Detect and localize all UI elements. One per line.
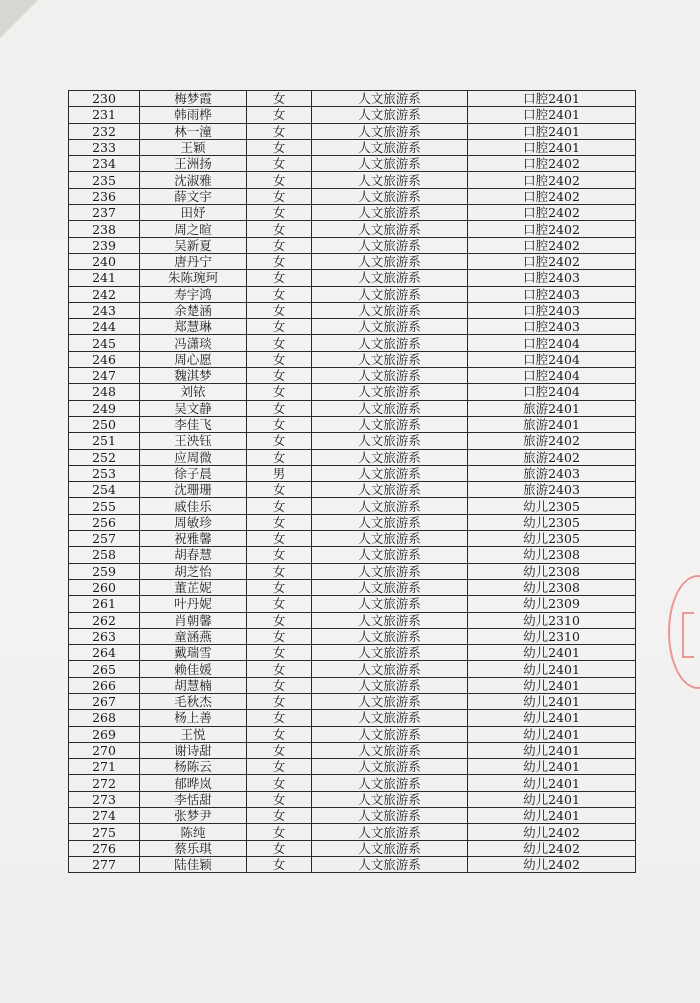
- student-name-cell: 李恬甜: [140, 791, 247, 807]
- class-cell: 幼儿2305: [468, 531, 636, 547]
- class-cell: 旅游2403: [468, 482, 636, 498]
- student-name-cell: 王悦: [140, 726, 247, 742]
- class-cell: 口腔2403: [468, 302, 636, 318]
- student-name-cell: 徐子晨: [140, 465, 247, 481]
- row-number-cell: 277: [69, 856, 140, 872]
- gender-cell: 女: [247, 661, 312, 677]
- student-roster-table: [68, 90, 636, 873]
- department-cell: 人文旅游系: [312, 172, 468, 188]
- class-cell: 口腔2402: [468, 221, 636, 237]
- table-row: [69, 286, 636, 302]
- student-name-cell: 周心愿: [140, 351, 247, 367]
- table-row: [69, 107, 636, 123]
- table-row: [69, 775, 636, 791]
- department-cell: 人文旅游系: [312, 596, 468, 612]
- gender-cell: 女: [247, 840, 312, 856]
- gender-cell: 女: [247, 400, 312, 416]
- row-number-cell: 252: [69, 449, 140, 465]
- table-row: [69, 840, 636, 856]
- student-name-cell: 唐丹宁: [140, 253, 247, 269]
- row-number-cell: 260: [69, 579, 140, 595]
- department-cell: 人文旅游系: [312, 237, 468, 253]
- class-cell: 幼儿2305: [468, 498, 636, 514]
- row-number-cell: 246: [69, 351, 140, 367]
- gender-cell: 男: [247, 465, 312, 481]
- department-cell: 人文旅游系: [312, 319, 468, 335]
- student-name-cell: 沈珊珊: [140, 482, 247, 498]
- student-name-cell: 陆佳颖: [140, 856, 247, 872]
- department-cell: 人文旅游系: [312, 465, 468, 481]
- department-cell: 人文旅游系: [312, 759, 468, 775]
- row-number-cell: 273: [69, 791, 140, 807]
- class-cell: 幼儿2309: [468, 596, 636, 612]
- table-row: [69, 677, 636, 693]
- department-cell: 人文旅游系: [312, 677, 468, 693]
- student-name-cell: 陈纯: [140, 824, 247, 840]
- student-name-cell: 朱陈琬珂: [140, 270, 247, 286]
- row-number-cell: 274: [69, 808, 140, 824]
- row-number-cell: 243: [69, 302, 140, 318]
- gender-cell: 女: [247, 107, 312, 123]
- table-row: [69, 302, 636, 318]
- department-cell: 人文旅游系: [312, 742, 468, 758]
- class-cell: 幼儿2401: [468, 677, 636, 693]
- table-row: [69, 791, 636, 807]
- table-row: [69, 482, 636, 498]
- department-cell: 人文旅游系: [312, 645, 468, 661]
- department-cell: 人文旅游系: [312, 547, 468, 563]
- gender-cell: 女: [247, 808, 312, 824]
- class-cell: 口腔2402: [468, 205, 636, 221]
- class-cell: 幼儿2402: [468, 856, 636, 872]
- table-row: [69, 384, 636, 400]
- row-number-cell: 248: [69, 384, 140, 400]
- department-cell: 人文旅游系: [312, 791, 468, 807]
- class-cell: 幼儿2401: [468, 775, 636, 791]
- row-number-cell: 234: [69, 156, 140, 172]
- class-cell: 幼儿2401: [468, 759, 636, 775]
- class-cell: 口腔2404: [468, 368, 636, 384]
- row-number-cell: 247: [69, 368, 140, 384]
- student-name-cell: 薛文宇: [140, 188, 247, 204]
- row-number-cell: 241: [69, 270, 140, 286]
- table-row: [69, 856, 636, 872]
- student-name-cell: 林一潼: [140, 123, 247, 139]
- table-row: [69, 759, 636, 775]
- department-cell: 人文旅游系: [312, 661, 468, 677]
- department-cell: 人文旅游系: [312, 498, 468, 514]
- table-row: [69, 824, 636, 840]
- row-number-cell: 270: [69, 742, 140, 758]
- gender-cell: 女: [247, 368, 312, 384]
- class-cell: 旅游2402: [468, 449, 636, 465]
- class-cell: 口腔2402: [468, 172, 636, 188]
- department-cell: 人文旅游系: [312, 205, 468, 221]
- row-number-cell: 245: [69, 335, 140, 351]
- student-name-cell: 蔡乐琪: [140, 840, 247, 856]
- gender-cell: 女: [247, 645, 312, 661]
- gender-cell: 女: [247, 335, 312, 351]
- department-cell: 人文旅游系: [312, 400, 468, 416]
- table-row: [69, 400, 636, 416]
- department-cell: 人文旅游系: [312, 563, 468, 579]
- gender-cell: 女: [247, 123, 312, 139]
- student-name-cell: 戚佳乐: [140, 498, 247, 514]
- row-number-cell: 263: [69, 628, 140, 644]
- student-name-cell: 吴新夏: [140, 237, 247, 253]
- gender-cell: 女: [247, 579, 312, 595]
- row-number-cell: 266: [69, 677, 140, 693]
- gender-cell: 女: [247, 693, 312, 709]
- gender-cell: 女: [247, 139, 312, 155]
- department-cell: 人文旅游系: [312, 91, 468, 107]
- student-name-cell: 沈淑雅: [140, 172, 247, 188]
- table-row: [69, 449, 636, 465]
- table-row: [69, 221, 636, 237]
- student-name-cell: 张梦尹: [140, 808, 247, 824]
- row-number-cell: 232: [69, 123, 140, 139]
- table-row: [69, 808, 636, 824]
- class-cell: 口腔2402: [468, 253, 636, 269]
- gender-cell: 女: [247, 628, 312, 644]
- student-name-cell: 胡慧楠: [140, 677, 247, 693]
- table-row: [69, 547, 636, 563]
- gender-cell: 女: [247, 416, 312, 432]
- class-cell: 口腔2401: [468, 123, 636, 139]
- class-cell: 口腔2403: [468, 286, 636, 302]
- department-cell: 人文旅游系: [312, 775, 468, 791]
- class-cell: 口腔2401: [468, 139, 636, 155]
- row-number-cell: 271: [69, 759, 140, 775]
- gender-cell: 女: [247, 286, 312, 302]
- class-cell: 口腔2404: [468, 335, 636, 351]
- row-number-cell: 258: [69, 547, 140, 563]
- row-number-cell: 256: [69, 514, 140, 530]
- student-name-cell: 郁晔岚: [140, 775, 247, 791]
- student-name-cell: 应周微: [140, 449, 247, 465]
- class-cell: 幼儿2308: [468, 547, 636, 563]
- row-number-cell: 249: [69, 400, 140, 416]
- department-cell: 人文旅游系: [312, 808, 468, 824]
- student-name-cell: 寿宇鸿: [140, 286, 247, 302]
- table-row: [69, 498, 636, 514]
- class-cell: 幼儿2402: [468, 840, 636, 856]
- table-row: [69, 416, 636, 432]
- student-name-cell: 王洲扬: [140, 156, 247, 172]
- gender-cell: 女: [247, 514, 312, 530]
- class-cell: 幼儿2401: [468, 742, 636, 758]
- table-row: [69, 156, 636, 172]
- gender-cell: 女: [247, 563, 312, 579]
- row-number-cell: 269: [69, 726, 140, 742]
- row-number-cell: 254: [69, 482, 140, 498]
- class-cell: 口腔2403: [468, 319, 636, 335]
- department-cell: 人文旅游系: [312, 270, 468, 286]
- table-row: [69, 531, 636, 547]
- class-cell: 旅游2402: [468, 433, 636, 449]
- table-row: [69, 351, 636, 367]
- gender-cell: 女: [247, 205, 312, 221]
- gender-cell: 女: [247, 775, 312, 791]
- department-cell: 人文旅游系: [312, 693, 468, 709]
- row-number-cell: 264: [69, 645, 140, 661]
- department-cell: 人文旅游系: [312, 726, 468, 742]
- student-name-cell: 郑慧琳: [140, 319, 247, 335]
- gender-cell: 女: [247, 91, 312, 107]
- row-number-cell: 250: [69, 416, 140, 432]
- department-cell: 人文旅游系: [312, 579, 468, 595]
- gender-cell: 女: [247, 482, 312, 498]
- department-cell: 人文旅游系: [312, 824, 468, 840]
- table-row: [69, 742, 636, 758]
- table-row: [69, 123, 636, 139]
- student-name-cell: 谢诗甜: [140, 742, 247, 758]
- student-name-cell: 刘铱: [140, 384, 247, 400]
- class-cell: 口腔2402: [468, 237, 636, 253]
- row-number-cell: 262: [69, 612, 140, 628]
- gender-cell: 女: [247, 188, 312, 204]
- department-cell: 人文旅游系: [312, 628, 468, 644]
- student-name-cell: 冯潇琰: [140, 335, 247, 351]
- gender-cell: 女: [247, 612, 312, 628]
- student-name-cell: 余楚涵: [140, 302, 247, 318]
- department-cell: 人文旅游系: [312, 710, 468, 726]
- department-cell: 人文旅游系: [312, 433, 468, 449]
- table-row: [69, 645, 636, 661]
- gender-cell: 女: [247, 710, 312, 726]
- class-cell: 幼儿2401: [468, 645, 636, 661]
- class-cell: 幼儿2308: [468, 579, 636, 595]
- table-row: [69, 612, 636, 628]
- class-cell: 幼儿2308: [468, 563, 636, 579]
- row-number-cell: 244: [69, 319, 140, 335]
- row-number-cell: 265: [69, 661, 140, 677]
- department-cell: 人文旅游系: [312, 123, 468, 139]
- folded-corner: [0, 0, 38, 38]
- class-cell: 幼儿2401: [468, 693, 636, 709]
- student-name-cell: 魏淇梦: [140, 368, 247, 384]
- row-number-cell: 242: [69, 286, 140, 302]
- department-cell: 人文旅游系: [312, 384, 468, 400]
- class-cell: 旅游2403: [468, 465, 636, 481]
- department-cell: 人文旅游系: [312, 482, 468, 498]
- student-name-cell: 田妤: [140, 205, 247, 221]
- row-number-cell: 268: [69, 710, 140, 726]
- class-cell: 口腔2402: [468, 188, 636, 204]
- department-cell: 人文旅游系: [312, 139, 468, 155]
- table-row: [69, 139, 636, 155]
- class-cell: 幼儿2310: [468, 628, 636, 644]
- department-cell: 人文旅游系: [312, 531, 468, 547]
- class-cell: 旅游2401: [468, 400, 636, 416]
- table-row: [69, 579, 636, 595]
- gender-cell: 女: [247, 172, 312, 188]
- table-row: [69, 465, 636, 481]
- table-row: [69, 514, 636, 530]
- row-number-cell: 238: [69, 221, 140, 237]
- student-name-cell: 梅梦霞: [140, 91, 247, 107]
- student-name-cell: 肖朝馨: [140, 612, 247, 628]
- student-name-cell: 王泱钰: [140, 433, 247, 449]
- department-cell: 人文旅游系: [312, 188, 468, 204]
- gender-cell: 女: [247, 433, 312, 449]
- table-row: [69, 335, 636, 351]
- gender-cell: 女: [247, 726, 312, 742]
- row-number-cell: 255: [69, 498, 140, 514]
- gender-cell: 女: [247, 156, 312, 172]
- student-name-cell: 王颖: [140, 139, 247, 155]
- student-name-cell: 胡春慧: [140, 547, 247, 563]
- table-row: [69, 91, 636, 107]
- row-number-cell: 257: [69, 531, 140, 547]
- table-row: [69, 710, 636, 726]
- red-seal-mark: [682, 612, 694, 658]
- class-cell: 幼儿2401: [468, 808, 636, 824]
- student-name-cell: 赖佳媛: [140, 661, 247, 677]
- gender-cell: 女: [247, 759, 312, 775]
- student-name-cell: 周敏珍: [140, 514, 247, 530]
- student-name-cell: 李佳飞: [140, 416, 247, 432]
- student-name-cell: 戴瑞雪: [140, 645, 247, 661]
- student-name-cell: 胡芝怡: [140, 563, 247, 579]
- class-cell: 口腔2403: [468, 270, 636, 286]
- table-row: [69, 563, 636, 579]
- gender-cell: 女: [247, 351, 312, 367]
- gender-cell: 女: [247, 547, 312, 563]
- row-number-cell: 233: [69, 139, 140, 155]
- student-name-cell: 童涵燕: [140, 628, 247, 644]
- gender-cell: 女: [247, 596, 312, 612]
- row-number-cell: 272: [69, 775, 140, 791]
- row-number-cell: 267: [69, 693, 140, 709]
- table-row: [69, 270, 636, 286]
- gender-cell: 女: [247, 856, 312, 872]
- class-cell: 口腔2402: [468, 156, 636, 172]
- department-cell: 人文旅游系: [312, 335, 468, 351]
- class-cell: 口腔2404: [468, 351, 636, 367]
- roster-body: [69, 91, 636, 873]
- table-row: [69, 237, 636, 253]
- class-cell: 口腔2401: [468, 107, 636, 123]
- table-row: [69, 172, 636, 188]
- student-name-cell: 董芷妮: [140, 579, 247, 595]
- row-number-cell: 251: [69, 433, 140, 449]
- student-name-cell: 韩雨桦: [140, 107, 247, 123]
- table-row: [69, 433, 636, 449]
- department-cell: 人文旅游系: [312, 156, 468, 172]
- row-number-cell: 231: [69, 107, 140, 123]
- department-cell: 人文旅游系: [312, 612, 468, 628]
- class-cell: 幼儿2401: [468, 710, 636, 726]
- department-cell: 人文旅游系: [312, 368, 468, 384]
- class-cell: 幼儿2305: [468, 514, 636, 530]
- row-number-cell: 240: [69, 253, 140, 269]
- class-cell: 幼儿2310: [468, 612, 636, 628]
- row-number-cell: 275: [69, 824, 140, 840]
- row-number-cell: 235: [69, 172, 140, 188]
- class-cell: 幼儿2401: [468, 791, 636, 807]
- row-number-cell: 230: [69, 91, 140, 107]
- department-cell: 人文旅游系: [312, 840, 468, 856]
- gender-cell: 女: [247, 384, 312, 400]
- department-cell: 人文旅游系: [312, 416, 468, 432]
- student-name-cell: 吴文静: [140, 400, 247, 416]
- row-number-cell: 239: [69, 237, 140, 253]
- gender-cell: 女: [247, 824, 312, 840]
- table-row: [69, 368, 636, 384]
- class-cell: 口腔2401: [468, 91, 636, 107]
- department-cell: 人文旅游系: [312, 286, 468, 302]
- department-cell: 人文旅游系: [312, 302, 468, 318]
- table-row: [69, 319, 636, 335]
- row-number-cell: 253: [69, 465, 140, 481]
- gender-cell: 女: [247, 270, 312, 286]
- gender-cell: 女: [247, 498, 312, 514]
- gender-cell: 女: [247, 531, 312, 547]
- department-cell: 人文旅游系: [312, 351, 468, 367]
- table-row: [69, 188, 636, 204]
- gender-cell: 女: [247, 237, 312, 253]
- gender-cell: 女: [247, 449, 312, 465]
- gender-cell: 女: [247, 302, 312, 318]
- gender-cell: 女: [247, 221, 312, 237]
- row-number-cell: 236: [69, 188, 140, 204]
- class-cell: 幼儿2402: [468, 824, 636, 840]
- department-cell: 人文旅游系: [312, 221, 468, 237]
- department-cell: 人文旅游系: [312, 253, 468, 269]
- class-cell: 口腔2404: [468, 384, 636, 400]
- department-cell: 人文旅游系: [312, 856, 468, 872]
- row-number-cell: 276: [69, 840, 140, 856]
- gender-cell: 女: [247, 677, 312, 693]
- class-cell: 旅游2401: [468, 416, 636, 432]
- row-number-cell: 237: [69, 205, 140, 221]
- student-name-cell: 杨陈云: [140, 759, 247, 775]
- student-name-cell: 祝雅馨: [140, 531, 247, 547]
- gender-cell: 女: [247, 319, 312, 335]
- department-cell: 人文旅游系: [312, 107, 468, 123]
- class-cell: 幼儿2401: [468, 726, 636, 742]
- department-cell: 人文旅游系: [312, 449, 468, 465]
- student-name-cell: 叶丹妮: [140, 596, 247, 612]
- gender-cell: 女: [247, 742, 312, 758]
- row-number-cell: 259: [69, 563, 140, 579]
- student-name-cell: 杨上善: [140, 710, 247, 726]
- table-row: [69, 726, 636, 742]
- class-cell: 幼儿2401: [468, 661, 636, 677]
- gender-cell: 女: [247, 791, 312, 807]
- gender-cell: 女: [247, 253, 312, 269]
- table-row: [69, 253, 636, 269]
- table-row: [69, 596, 636, 612]
- table-row: [69, 628, 636, 644]
- table-row: [69, 693, 636, 709]
- student-name-cell: 周之暄: [140, 221, 247, 237]
- table-row: [69, 661, 636, 677]
- department-cell: 人文旅游系: [312, 514, 468, 530]
- table-row: [69, 205, 636, 221]
- row-number-cell: 261: [69, 596, 140, 612]
- student-name-cell: 毛秋杰: [140, 693, 247, 709]
